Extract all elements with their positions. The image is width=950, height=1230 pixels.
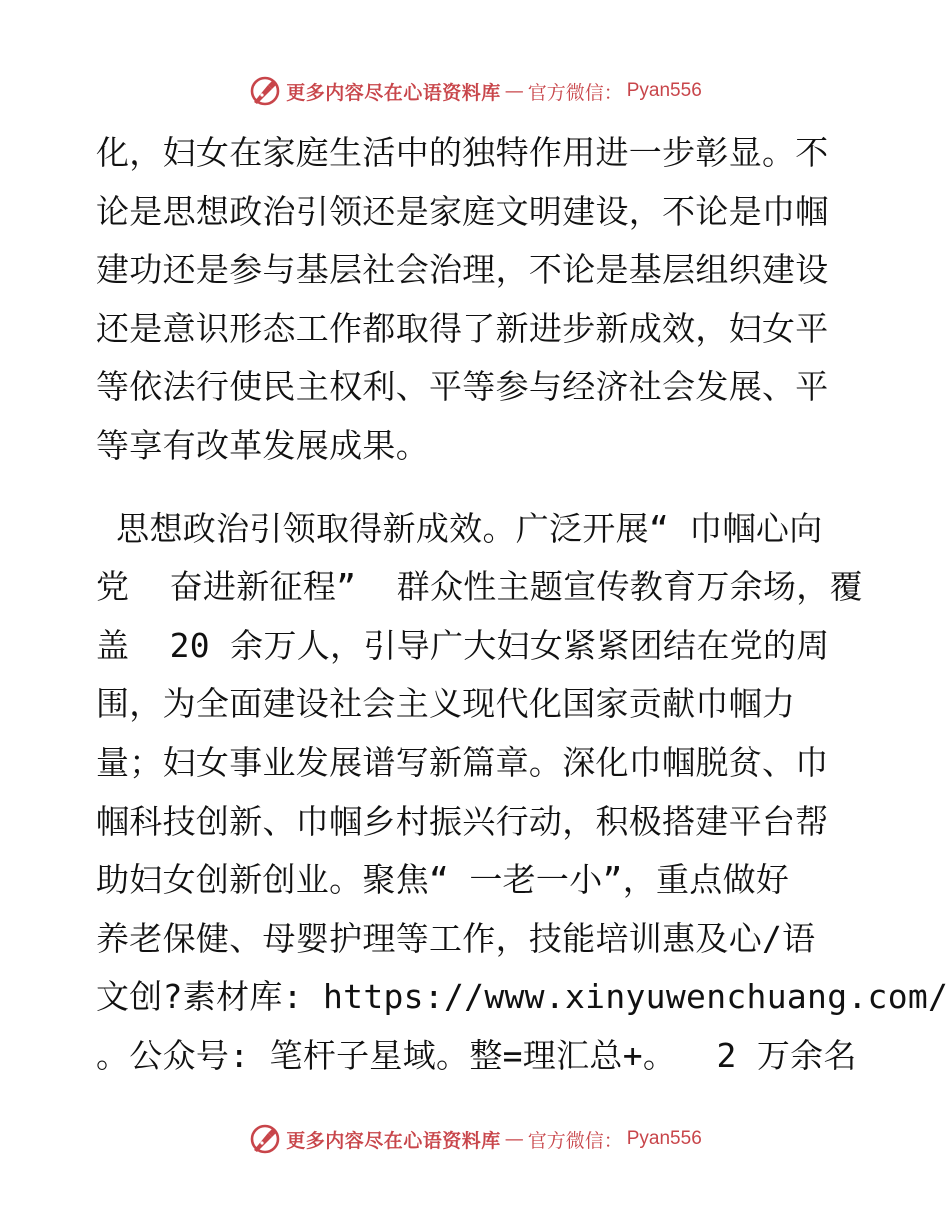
text-line: 党 奋进新征程” 群众性主题宣传教育万余场，覆	[96, 567, 863, 607]
text-line: 等依法行使民主权利、平等参与经济社会发展、平	[96, 367, 829, 407]
footer-banner	[0, 1122, 950, 1156]
text-line: 帼科技创新、巾帼乡村振兴行动，积极搭建平台帮	[96, 801, 829, 841]
paragraph-2	[96, 500, 949, 1086]
pen-nib-logo-icon	[248, 1122, 282, 1156]
paragraph-spacer	[96, 476, 856, 500]
text-line: 思想政治引领取得新成效。广泛开展“ 巾帼心向	[96, 508, 823, 548]
text-line: 论是思想政治引领还是家庭文明建设，不论是巾帼	[96, 191, 829, 231]
text-line: 围，为全面建设社会主义现代化国家贡献巾帼力	[96, 684, 796, 724]
banner-main-text: 更多内容尽在心语资料库	[286, 1129, 501, 1152]
paragraph-1	[96, 124, 856, 476]
document-body	[96, 124, 949, 1086]
banner-wechat-id: Pyan556	[626, 1128, 702, 1149]
banner-wechat-label: 官方微信：	[527, 81, 623, 104]
text-line: 还是意识形态工作都取得了新进步新成效，妇女平	[96, 308, 829, 348]
banner-separator: —	[504, 80, 524, 102]
banner-main-text: 更多内容尽在心语资料库	[286, 81, 501, 104]
text-line: 文创?素材库: https://www.xinyuwenchuang.com/	[96, 977, 949, 1017]
header-banner	[0, 74, 950, 108]
text-line: 等享有改革发展成果。	[96, 425, 429, 465]
banner-wechat-id: Pyan556	[626, 80, 702, 101]
banner-separator: —	[504, 1128, 524, 1150]
text-line: 助妇女创新创业。聚焦“ 一老一小”，重点做好	[96, 860, 790, 900]
text-line: 盖 20 余万人，引导广大妇女紧紧团结在党的周	[96, 625, 830, 665]
pen-nib-logo-icon	[248, 74, 282, 108]
text-line: 量；妇女事业发展谱写新篇章。深化巾帼脱贫、巾	[96, 742, 829, 782]
text-line: 化，妇女在家庭生活中的独特作用进一步彰显。不	[96, 133, 829, 172]
banner-wechat-label: 官方微信：	[527, 1129, 623, 1152]
text-line: 建功还是参与基层社会治理，不论是基层组织建设	[96, 250, 829, 290]
text-line: 养老保健、母婴护理等工作，技能培训惠及心/语	[96, 918, 816, 958]
text-line: 。公众号: 笔杆子星域。整=理汇总+。 2 万余名	[96, 1035, 857, 1075]
